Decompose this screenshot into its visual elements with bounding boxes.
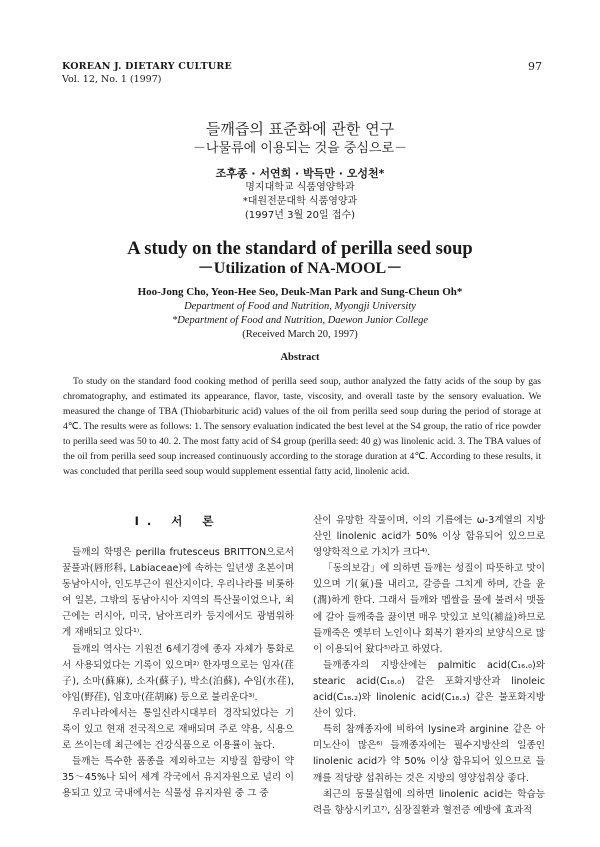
body-paragraph: 산이 유망한 작물이며, 이의 기름에는 ω-3계열의 지방산인 linolenic acid가 50% 이상 함유되어 있으므로 영양학적으로 가치가 크다⁴⁾. (313, 515, 545, 559)
body-paragraph: 「동의보감」에 의하면 들깨는 성질이 따뜻하고 맛이 있으며 기(氣)를 내리고, 갈증을 그치게 하며, 간을 윤(潤)하게 한다. 그래서 들깨와 멥쌀을 물에 불려서 맷돌에 갈아 들깨죽을 끓이면 매우 맛있고 보익(補益)하므로 들깨죽은 옛부터 노인이나 회복기 환자의 보양식으로 많이 이용되어 왔다⁵⁾라고 하였다. (313, 563, 545, 655)
section-heading-introduction: I. 서 론 (134, 514, 222, 528)
page-number: 97 (528, 60, 542, 73)
abstract-heading: Abstract (280, 352, 320, 363)
english-affiliation-2: *Department of Food and Nutrition, Daewon Junior College (171, 315, 429, 326)
body-paragraph: 들깨종자의 지방산에는 palmitic acid(C₁₆.₀)와 stearic acid(C₁₈.₀) 같은 포화지방산과 linoleic acid(C₁₈.₂)와 linolenic acid(C₁₈.₃) 같은 불포화지방산이 있다. (313, 659, 545, 720)
body-paragraph: 들깨는 특수한 품종을 제외하고는 지방질 함량이 약 35～45%나 되어 세계 각국에서 유지자원으로 널리 이용되고 있고 국내에서는 식물성 유지자원 중 그 중 (62, 756, 294, 800)
english-received-date: (Received March 20, 1997) (242, 329, 358, 340)
body-paragraph: 특히 참깨종자에 비하여 lysine과 arginine 같은 아미노산이 많은⁶⁾ 들깨종자에는 필수지방산의 일종인 linolenic acid가 약 50% 이상 함유되어 있으므로 들깨를 적당량 섭취하는 것은 지방의 영양섭취상 좋다. (313, 724, 545, 784)
journal-info (62, 60, 232, 86)
english-title: A study on the standard of perilla seed soup (127, 239, 473, 259)
journal-name: KOREAN J. DIETARY CULTURE (62, 61, 232, 72)
korean-received-date: (1997년 3월 20일 접수) (244, 210, 356, 221)
body-paragraph: 들깨의 역사는 기원전 6세기경에 종자 자체가 통화로서 사용되었다는 기록이 있으며²⁾ 한자명으로는 임자(荏子), 소마(蘇麻), 소자(蘇子), 박소(泊蘇), 수임(水荏), 야임(野荏), 임호마(荏胡麻) 등으로 불리운다³⁾. (62, 643, 294, 703)
body-right-column (313, 513, 545, 819)
body-paragraph: 최근의 동물실험에 의하면 linolenic acid는 학습능력을 향상시키고⁷⁾, 심장질환과 혈전증 예방에 효과적 (313, 788, 545, 816)
korean-author-names: 조후종 · 서연희 · 박득만 · 오성천* (215, 167, 385, 180)
korean-affiliation-1: 명지대학교 식품영양학과 (245, 182, 355, 193)
english-affiliation-1: Department of Food and Nutrition, Myongji University (184, 301, 416, 312)
english-author-names: Hoo-Jong Cho, Yeon-Hee Seo, Deuk-Man Park and Sung-Cheun Oh* (137, 286, 463, 298)
abstract-text: To study on the standard food cooking method of perilla seed soup, author analyzed the fatty acids of the soup by gas chromatography, and estimated its appearance, flavor, taste, viscosity, and overall taste by the sensory evaluation. We measured the change of TBA (Thiobarbituric acid) values of the oil from perilla seed soup during the period of storage at 4℃. The results were as follows: 1. The sensory evaluation indicated the best level at the S4 group, the ratio of rice powder to perilla seed was 50 to 40. 2. The most fatty acid of S4 group (perilla seed: 40 g) was linolenic acid. 3. The TBA values of the oil from perilla seed soup increased continuously according to the storage duration at 4℃. According to these results, it was concluded that perilla seed soup would supplement essential fatty acid, linolenic acid. (63, 376, 541, 477)
body-left-column (62, 513, 294, 803)
korean-subtitle: －나물류에 이용되는 것을 중심으로－ (192, 141, 408, 156)
korean-affiliation-2: *대원전문대학 식품영양과 (242, 196, 358, 207)
journal-volume: Vol. 12, No. 1 (1997) (62, 74, 162, 85)
korean-authors (0, 166, 600, 223)
english-authors (0, 285, 600, 342)
body-paragraph: 들깨의 학명은 perilla frutesceus BRITTON으로서 꿀풀과(唇形科, Labiaceae)에 속하는 일년생 초본이며 동남아시아, 인도부근이 원산지이다. 우리나라를 비롯하여 일본, 그밖의 동남아시아 지역의 특산물이었으나, 최근에는 러시아, 미국, 남아프리카 등지에서도 광범위하게 재배되고 있다¹⁾. (62, 547, 294, 639)
korean-title: 들깨즙의 표준화에 관한 연구 (205, 120, 395, 138)
body-paragraph: 우리나라에서는 통일신라시대부터 경작되었다는 기록이 있고 현재 전국적으로 재배되며 주로 약용, 식용으로 쓰이는데 최근에는 건강식품으로 이용률이 높다. (62, 707, 294, 752)
english-subtitle: －Utilization of NA-MOOL－ (197, 260, 403, 277)
